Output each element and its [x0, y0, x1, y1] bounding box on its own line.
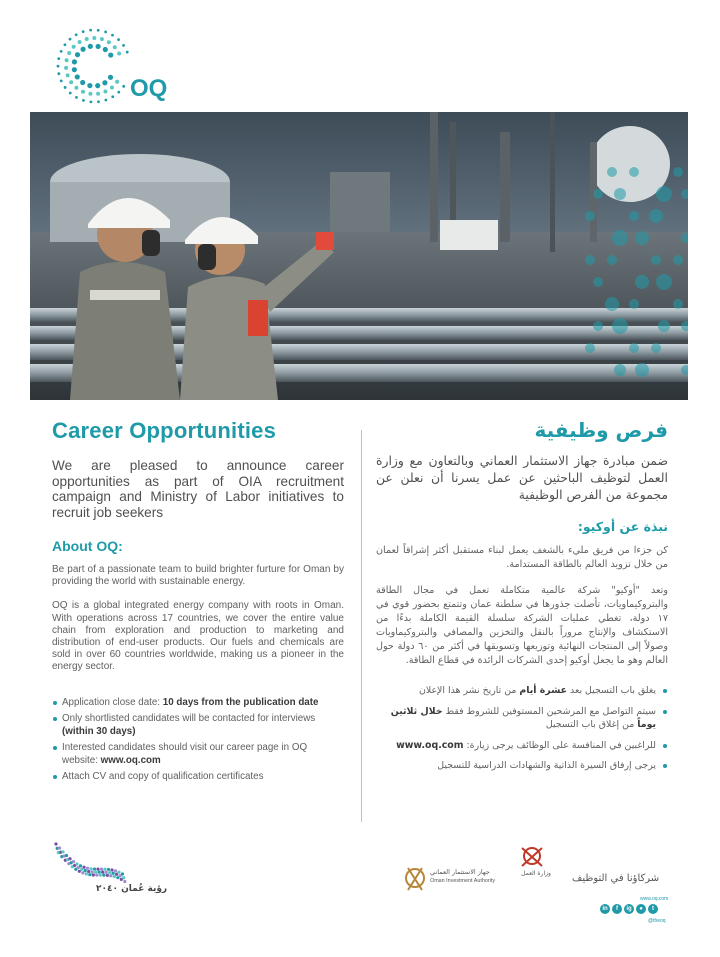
oman-vision-2040-logo	[50, 836, 138, 914]
hero-dot	[673, 299, 683, 309]
logo-dot	[103, 90, 107, 94]
hero-dot	[605, 297, 619, 311]
vision-dot	[109, 874, 112, 877]
logo-dot	[72, 59, 77, 64]
ministry-of-labour-emblem-icon	[512, 844, 552, 884]
hero-dot	[629, 343, 639, 353]
about-paragraph-1-en: Be part of a passionate team to build brighter furture for Oman by providing the world with sustainable energy.	[52, 564, 344, 588]
vision-dot	[82, 866, 85, 869]
requirements-list-en	[52, 696, 344, 783]
vision-dot	[102, 874, 105, 877]
linkedin-icon[interactable]: in	[600, 904, 610, 914]
hero-dot	[656, 186, 672, 202]
vision-dot	[112, 872, 115, 875]
vision-dot	[79, 864, 82, 867]
website-link[interactable]: www.oq.com	[100, 754, 161, 766]
hero-dot	[612, 230, 628, 246]
hero-dot	[585, 343, 595, 353]
logo-dot	[108, 52, 113, 57]
vision-dot	[92, 873, 95, 876]
oq-logo-mark	[52, 22, 192, 108]
facebook-icon[interactable]: f	[612, 904, 622, 914]
ministry-of-labour-label: وزارة العمل	[521, 870, 551, 877]
logo-dot	[87, 83, 92, 88]
hero-dot	[585, 255, 595, 265]
logo-dot	[89, 100, 92, 103]
logo-dot	[72, 45, 76, 49]
vision-dot	[75, 862, 78, 865]
list-item: Attach CV and copy of qualification certificates	[52, 770, 344, 783]
vision-dot	[93, 867, 96, 870]
logo-dot	[66, 73, 70, 77]
english-column	[52, 418, 344, 786]
logo-dot	[97, 29, 100, 32]
page-title-ar: فرص وظيفية	[534, 418, 668, 442]
about-paragraph-1-ar: كن جزءا من فريق مليء بالشغف يعمل لبناء مستقبل أكثر إشراقاً لعمان من خلال تزويد العالم بالطاقة المستدامة.	[376, 545, 668, 570]
logo-dot	[97, 100, 100, 103]
logo-dot	[96, 92, 100, 96]
hero-dot	[629, 211, 639, 221]
hero-dot	[656, 274, 672, 290]
vision-dot	[101, 871, 104, 874]
logo-dot	[89, 29, 92, 32]
vision-dot	[108, 871, 111, 874]
oia-emblem-icon	[400, 860, 430, 900]
hero-dot	[635, 275, 649, 289]
vision-dot	[122, 876, 125, 879]
partners-label: شركاؤنا في التوظيف	[572, 873, 660, 884]
logo-dot	[82, 99, 85, 102]
arabic-column	[376, 418, 668, 780]
logo-dot	[67, 51, 71, 55]
logo-dot	[57, 65, 60, 68]
requirements-list-ar	[376, 684, 668, 773]
hero-dot	[593, 189, 603, 199]
logo-dot	[57, 57, 60, 60]
logo-dot	[65, 58, 69, 62]
logo-dot	[95, 83, 100, 88]
hero-dot	[635, 363, 649, 377]
about-heading-en: About OQ:	[52, 538, 123, 554]
logo-dot	[80, 80, 85, 85]
logo-dot	[92, 36, 96, 40]
logo-dot	[60, 80, 63, 83]
logo-dot	[75, 74, 80, 79]
hero-dot	[651, 255, 661, 265]
vision-dot	[81, 871, 84, 874]
logo-dot	[96, 44, 101, 49]
logo-dot	[111, 95, 114, 98]
hero-dot	[651, 343, 661, 353]
vision-dot	[123, 880, 126, 883]
logo-dot	[81, 90, 85, 94]
vision-dot	[105, 871, 108, 874]
logo-dot	[88, 92, 92, 96]
vision-dot	[95, 874, 98, 877]
hero-dot	[629, 167, 639, 177]
vision-dot	[94, 870, 97, 873]
hero-dot	[607, 167, 617, 177]
logo-dot	[85, 37, 89, 41]
hero-dot	[635, 231, 649, 245]
logo-dot	[72, 67, 77, 72]
logo-dot	[80, 47, 85, 52]
logo-dot	[117, 91, 120, 94]
oia-name-en: Oman Investment Authority	[430, 878, 496, 884]
logo-dot	[126, 51, 129, 54]
social-icons	[600, 904, 658, 914]
logo-dot	[117, 38, 120, 41]
hero-dot	[593, 277, 603, 287]
hero-dot	[614, 364, 626, 376]
vision-dot	[121, 872, 124, 875]
about-heading-ar: نبذة عن أوكيو:	[577, 519, 668, 534]
logo-dot	[102, 80, 107, 85]
logo-dot	[57, 72, 60, 75]
logo-dot	[111, 34, 114, 37]
hero-dot	[673, 255, 683, 265]
vision-dot	[96, 868, 99, 871]
vision-dot	[114, 869, 117, 872]
list-item: يغلق باب التسجيل بعد عشرة أيام من تاريخ نشر هذا الإعلان	[376, 684, 668, 698]
about-paragraph-2-en: OQ is a global integrated energy company with roots in Oman. With operations across 17 countries, we cover the entire value chain from exploration and production to marketing and distribution of end-user products. Our fuels and chemicals are sold in over 60 countries worldwide, making us a pioneer in the energy sector.	[52, 600, 344, 673]
logo-dot	[103, 47, 108, 52]
logo-dot	[108, 75, 113, 80]
logo-dot	[82, 30, 85, 33]
logo-dot	[60, 50, 63, 53]
vision-dot	[58, 846, 61, 849]
vision-dot	[87, 870, 90, 873]
about-paragraph-2-ar: وتعد "أوكيو" شركة عالمية متكاملة تعمل في مجال الطاقة والبتروكيماويات، تأصلت جذورها في سلطنة عمان وتتمتع بحضور قوي في ١٧ دولة، تغطي عمليات الشركة سلسلة القيمة الكاملة بدءًا من الاستكشاف والإنتاج مروراً بالنقل والتخزين والمصافي والبتروكيماويات وصولاً إلى المنتجات النهائية وتوزيعها وتسويقها في أكثر من ٦٠ دولة حول العالم وهو ما يجعل أوكيو إحدى الشركات الرائدة في قطاع الطاقة.	[376, 585, 668, 666]
list-item: Interested candidates should visit our career page in OQ website: www.oq.com	[52, 741, 344, 767]
list-item: سيتم التواصل مع المرشحين المستوفين للشروط فقط خلال ثلاثين يوماً من إغلاق باب التسجيل	[376, 705, 668, 732]
logo-dot	[75, 96, 78, 99]
hero-dot	[612, 318, 628, 334]
logo-dot	[78, 40, 82, 44]
logo-dot	[115, 80, 119, 84]
website-link-ar[interactable]: www.oq.com	[396, 739, 464, 751]
page-title-en: Career Opportunities	[52, 418, 277, 443]
hero-dot	[593, 321, 603, 331]
logo-dot	[75, 52, 80, 57]
logo-dot	[104, 99, 107, 102]
hero-dot	[607, 255, 617, 265]
oia-name-ar: جهاز الاستثمار العماني	[430, 868, 490, 876]
vision-dot	[85, 872, 88, 875]
logo-dot	[74, 86, 78, 90]
hero-dot	[658, 320, 670, 332]
vision-label: رؤية عُمان ٢٠٤٠	[96, 884, 168, 894]
vision-dot	[110, 868, 113, 871]
logo-dot	[75, 33, 78, 36]
list-item: Application close date: 10 days from the publication date	[52, 696, 344, 709]
vision-dot	[91, 870, 94, 873]
logo-dot	[104, 31, 107, 34]
vision-dot	[68, 857, 71, 860]
vision-dot	[113, 875, 116, 878]
list-item: يرجى إرفاق السيرة الذاتية والشهادات الدراسية للتسجيل	[376, 759, 668, 773]
vision-dot	[99, 874, 102, 877]
logo-dot	[122, 85, 125, 88]
intro-ar: ضمن مبادرة جهاز الاستثمار العماني وبالتعاون مع وزارة العمل لتوظيف الباحثين عن عمل يسرنا أن نعلن عن مجموعة من الفرص الوظيفية	[376, 453, 668, 502]
vision-dot	[88, 873, 91, 876]
hero-photo	[30, 112, 688, 400]
vision-dot	[117, 871, 120, 874]
intro-en: We are pleased to announce career opportunities as part of OIA recruitment campaign and Ministry of Labor initiatives to recruit job seekers	[52, 458, 344, 520]
logo-dot	[64, 66, 68, 70]
vision-dot	[103, 868, 106, 871]
vision-dot	[86, 867, 89, 870]
vision-dot	[72, 860, 75, 863]
logo-dot	[64, 86, 67, 89]
logo-dot	[107, 40, 111, 44]
vision-dot	[65, 854, 68, 857]
vision-dot	[84, 869, 87, 872]
logo-dot	[117, 52, 121, 56]
logo-dot	[113, 45, 117, 49]
vision-dot	[89, 867, 92, 870]
vision-dot	[54, 842, 57, 845]
vision-dot	[106, 874, 109, 877]
logo-dot	[64, 43, 67, 46]
vision-dot	[107, 868, 110, 871]
logo-dot	[88, 44, 93, 49]
column-divider	[361, 430, 362, 822]
logo-dot	[69, 38, 72, 41]
hero-dot	[629, 299, 639, 309]
list-item: للراغبين في المنافسة على الوظائف يرجى زيارة: www.oq.com	[376, 739, 668, 753]
hero-dot	[673, 167, 683, 177]
vision-dot	[98, 871, 101, 874]
list-item: Only shortlisted candidates will be contacted for interviews (within 30 days)	[52, 712, 344, 738]
twitter-icon[interactable]: t	[648, 904, 658, 914]
hero-dot	[649, 209, 663, 223]
oq-logo-text: OQ	[130, 75, 168, 102]
logo-dot	[100, 37, 104, 41]
logo-dot	[122, 44, 125, 47]
footer-website[interactable]: www.oq.com	[640, 896, 669, 902]
oq-logo	[52, 22, 192, 108]
logo-dot	[69, 92, 72, 95]
hero-dot	[614, 188, 626, 200]
logo-dot	[110, 85, 114, 89]
vision-dot	[61, 850, 64, 853]
vision-dot	[100, 868, 103, 871]
hero-dot	[585, 211, 595, 221]
logo-dot	[69, 80, 73, 84]
snapchat-icon[interactable]: ●	[636, 904, 646, 914]
instagram-icon[interactable]: ig	[624, 904, 634, 914]
social-handle: @theoq	[648, 918, 666, 924]
